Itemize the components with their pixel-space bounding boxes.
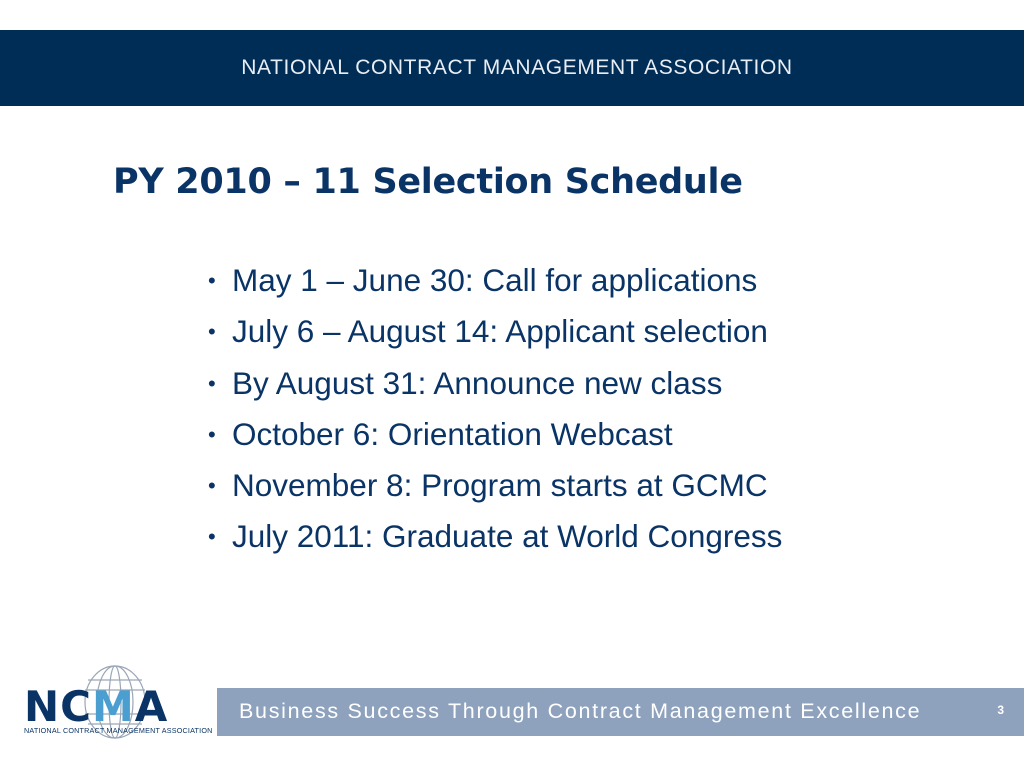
footer-bar — [217, 688, 1024, 736]
ncma-logo — [18, 662, 213, 742]
logo-wordmark — [24, 682, 168, 731]
bullet-icon: • — [208, 268, 216, 293]
bullet-item — [208, 416, 782, 467]
header-bar — [0, 30, 1024, 106]
bullet-icon: • — [208, 421, 216, 447]
logo-letters-nc: NC — [24, 682, 92, 731]
bullet-icon: • — [208, 319, 216, 345]
logo-letter-a: A — [134, 682, 169, 731]
bullet-text: November 8: Program starts at GCMC — [232, 467, 768, 504]
bullet-text: October 6: Orientation Webcast — [232, 415, 673, 452]
bullet-list — [208, 262, 782, 570]
bullet-item — [208, 262, 782, 313]
bullet-icon: • — [208, 524, 216, 550]
bullet-item — [208, 313, 782, 364]
slide-title: PY 2010 – 11 Selection Schedule — [113, 162, 743, 202]
bullet-text: By August 31: Announce new class — [232, 364, 723, 401]
logo-subtitle: NATIONAL CONTRACT MANAGEMENT ASSOCIATION — [24, 726, 213, 735]
bullet-text: July 2011: Graduate at World Congress — [232, 518, 783, 555]
bullet-item — [208, 365, 782, 416]
bullet-icon: • — [208, 473, 216, 499]
bullet-text: July 6 – August 14: Applicant selection — [232, 313, 768, 350]
bullet-item — [208, 518, 782, 569]
bullet-icon: • — [208, 370, 216, 396]
page-number: 3 — [997, 703, 1004, 717]
bullet-text: May 1 – June 30: Call for applications — [232, 262, 758, 298]
bullet-item — [208, 467, 782, 518]
organization-name: NATIONAL CONTRACT MANAGEMENT ASSOCIATION — [241, 56, 793, 79]
footer-tagline: Business Success Through Contract Management Excellence — [239, 699, 922, 723]
logo-letter-m: M — [91, 682, 135, 731]
